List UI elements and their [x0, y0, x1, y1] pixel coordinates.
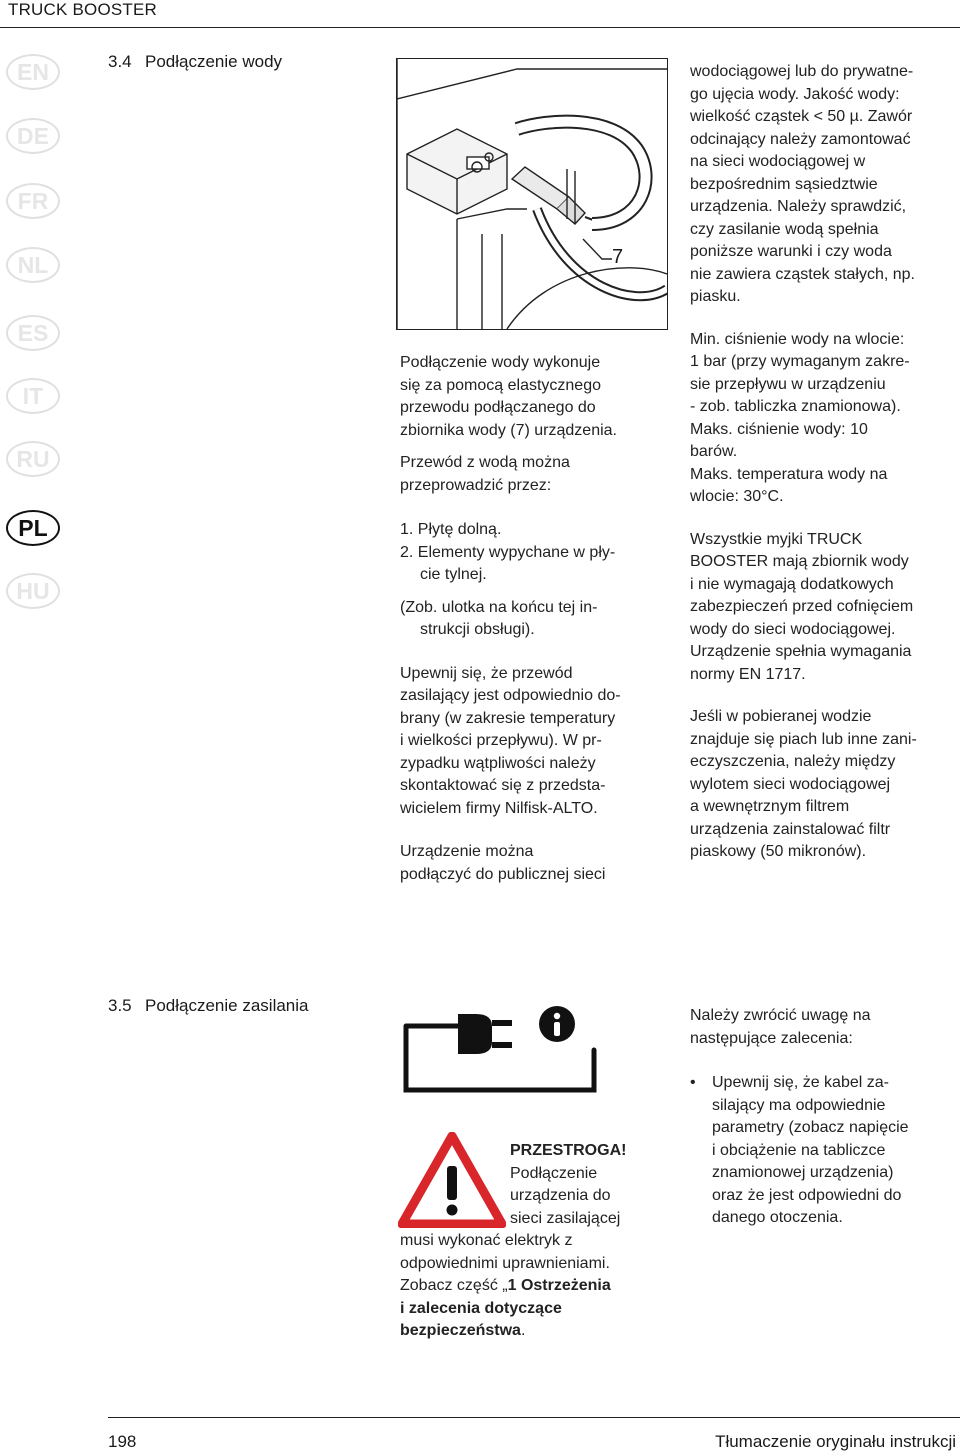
water-left-column — [400, 352, 662, 886]
text-line: znamionowej urządzenia) — [712, 1164, 894, 1181]
warning-ref-line-2: i zalecenia dotyczące — [400, 1299, 562, 1317]
text-line: Min. ciśnienie wody na wlocie: — [690, 330, 905, 348]
warning-ref-line-3: bezpieczeństwa — [400, 1322, 521, 1339]
text-line: 1. Płytę dolną. — [400, 521, 502, 538]
document-title: TRUCK BOOSTER — [8, 0, 158, 19]
warning-heading: PRZESTROGA! — [510, 1142, 627, 1159]
text-line: wlocie: 30°C. — [690, 488, 784, 505]
text-line: urządzenia do — [510, 1187, 611, 1204]
water-paragraph-5 — [400, 841, 662, 886]
text-line: się za pomocą elastycznego — [400, 376, 601, 394]
text-line: wody do sieci wodociągowej. — [690, 620, 896, 638]
backflow-paragraph — [690, 529, 958, 687]
language-tab-pl[interactable] — [6, 510, 60, 546]
water-pressure-paragraph — [690, 329, 958, 509]
text-line: brany (w zakresie temperatury — [400, 709, 616, 727]
text-line: przewodu podłączanego do — [400, 399, 596, 416]
text-line: zbiornika wody (7) urządzenia. — [400, 421, 617, 439]
language-tab-de[interactable] — [6, 118, 60, 154]
water-route-list — [400, 519, 662, 587]
text-line: silający ma odpowiednie — [712, 1096, 886, 1114]
info-icon — [538, 1005, 576, 1043]
text-line: podłączyć do publicznej sieci — [400, 865, 606, 883]
language-tab-it[interactable] — [6, 378, 60, 414]
text-line: zypadku wątpliwości należy — [400, 754, 596, 772]
language-tab-label: IT — [22, 382, 44, 409]
text-line: czy zasilanie wodą spełnia — [690, 220, 879, 238]
water-quality-paragraph — [690, 61, 958, 309]
warning-ref-prefix: Zobacz część „ — [400, 1277, 508, 1294]
power-intro — [690, 1005, 952, 1050]
text-line: sieci zasilającej — [510, 1209, 621, 1227]
text-line: następujące zalecenia: — [690, 1029, 853, 1047]
text-line: na sieci wodociągowej w — [690, 153, 866, 170]
text-line: oraz że jest odpowiedni do — [712, 1186, 902, 1204]
text-line: Urządzenie spełnia wymagania — [690, 643, 912, 660]
language-tab-label: EN — [17, 58, 49, 85]
text-line: Maks. ciśnienie wody: 10 — [690, 420, 868, 438]
text-line: i wielkości przepływu). W pr- — [400, 732, 602, 749]
text-line: Upewnij się, że kabel za- — [712, 1074, 889, 1091]
text-line: i nie wymagają dodatkowych — [690, 575, 894, 593]
text-line: go ujęcia wody. Jakość wody: — [690, 85, 900, 103]
text-line: strukcji obsługi). — [420, 621, 535, 638]
warning-text-narrow — [510, 1163, 660, 1231]
text-line: odcinający należy zamontować — [690, 130, 911, 148]
water-connection-illustration — [397, 59, 667, 329]
text-line: - zob. tabliczka znamionowa). — [690, 398, 901, 415]
text-line: (Zob. ulotka na końcu tej in- — [400, 598, 598, 616]
language-tab-fr[interactable] — [6, 183, 60, 219]
water-connection-figure — [396, 58, 668, 330]
text-line: Przewód z wodą można — [400, 454, 570, 471]
text-line: Należy zwrócić uwagę na — [690, 1007, 871, 1024]
language-tab-label: PL — [18, 514, 48, 541]
sand-filter-paragraph — [690, 706, 958, 864]
section-heading-water — [108, 52, 282, 72]
text-line: sie przepływu w urządzeniu — [690, 375, 886, 393]
language-tab-label: NL — [17, 251, 49, 278]
language-tab-en[interactable] — [6, 54, 60, 90]
text-line: zasilający jest odpowiednio do- — [400, 687, 621, 704]
language-tab-label: DE — [17, 122, 49, 149]
language-tab-label: RU — [16, 445, 50, 472]
page-number: 198 — [108, 1432, 137, 1451]
warning-text-wide — [400, 1230, 670, 1343]
language-tab-ru[interactable] — [6, 441, 60, 477]
power-bullet-list — [690, 1072, 952, 1230]
language-tab-label: ES — [17, 319, 49, 346]
text-line: piasku. — [690, 288, 741, 305]
text-line: 2. Elementy wypychane w pły- — [400, 543, 616, 561]
text-line: przeprowadzić przez: — [400, 476, 552, 494]
text-line: nie zawiera cząstek stałych, np. — [690, 265, 915, 283]
text-line: urządzenia. Należy sprawdzić, — [690, 198, 907, 215]
warning-ref-line-1: 1 Ostrzeżenia — [507, 1277, 611, 1294]
text-line: urządzenia zainstalować filtr — [690, 820, 891, 838]
footer-note: Tłumaczenie oryginału instrukcji — [715, 1432, 956, 1451]
text-line: cie tylnej. — [420, 566, 487, 583]
text-line: znajduje się piach lub inne zani- — [690, 730, 917, 748]
plug-icon — [398, 1002, 610, 1098]
text-line: Wszystkie myjki TRUCK — [690, 530, 863, 548]
language-tab-hu[interactable] — [6, 573, 60, 609]
section-number: 3.5 — [108, 996, 132, 1015]
footer-divider — [108, 1417, 960, 1418]
warning-heading-block — [510, 1140, 660, 1230]
text-line: wodociągowej lub do prywatne- — [690, 63, 914, 80]
water-paragraph-4 — [400, 663, 662, 821]
text-line: barów. — [690, 443, 738, 460]
text-line: Podłączenie wody wykonuje — [400, 354, 601, 371]
warning-triangle-icon — [398, 1132, 506, 1228]
text-line: piaskowy (50 mikronów). — [690, 843, 867, 860]
bullet-marker: • — [690, 1074, 696, 1091]
text-line: Podłączenie — [510, 1164, 598, 1182]
text-line: odpowiednimi uprawnieniami. — [400, 1254, 610, 1272]
header-divider — [0, 27, 960, 28]
text-line: normy EN 1717. — [690, 665, 806, 683]
text-line: Urządzenie można — [400, 843, 534, 860]
language-tab-label: FR — [17, 187, 49, 214]
text-line: zabezpieczeń przed cofnięciem — [690, 598, 914, 615]
bullet-item — [690, 1072, 952, 1230]
text-line: skontaktować się z przedsta- — [400, 777, 606, 794]
figure-callout-7: 7 — [612, 246, 624, 268]
text-line: wylotem sieci wodociągowej — [690, 775, 891, 793]
warning-wide-lines — [400, 1230, 670, 1275]
section-title: Podłączenie wody — [145, 52, 283, 71]
section-title: Podłączenie zasilania — [145, 996, 309, 1015]
text-line: i obciążenie na tabliczce — [712, 1141, 886, 1159]
text-line: danego otoczenia. — [712, 1209, 843, 1226]
text-line: parametry (zobacz napięcie — [712, 1119, 909, 1136]
text-line: wielkość cząstek < 50 µ. Zawór — [690, 108, 913, 125]
text-line: eczyszczenia, należy między — [690, 753, 896, 770]
text-line: wicielem firmy Nilfisk-ALTO. — [400, 799, 598, 817]
text-line: a wewnętrznym filtrem — [690, 798, 850, 815]
text-line: Jeśli w pobieranej wodzie — [690, 708, 872, 725]
warning-ref-tail: . — [520, 1322, 526, 1339]
text-line: BOOSTER mają zbiornik wody — [690, 553, 909, 570]
text-line: 1 bar (przy wymaganym zakre- — [690, 353, 910, 370]
text-line: musi wykonać elektryk z — [400, 1232, 573, 1249]
language-tab-nl[interactable] — [6, 247, 60, 283]
text-line: bezpośrednim sąsiedztwie — [690, 175, 878, 193]
water-right-column — [690, 61, 958, 864]
water-paragraph-3 — [400, 597, 662, 642]
water-paragraph-2 — [400, 452, 662, 497]
text-line: Maks. temperatura wody na — [690, 465, 888, 483]
water-paragraph-1 — [400, 352, 662, 442]
language-tab-es[interactable] — [6, 315, 60, 351]
section-heading-power — [108, 996, 309, 1016]
power-plug-graphic — [398, 1002, 610, 1098]
section-number: 3.4 — [108, 52, 132, 71]
text-line: poniższe warunki i czy woda — [690, 243, 892, 260]
text-line: Upewnij się, że przewód — [400, 664, 573, 682]
language-tab-label: HU — [16, 577, 50, 604]
